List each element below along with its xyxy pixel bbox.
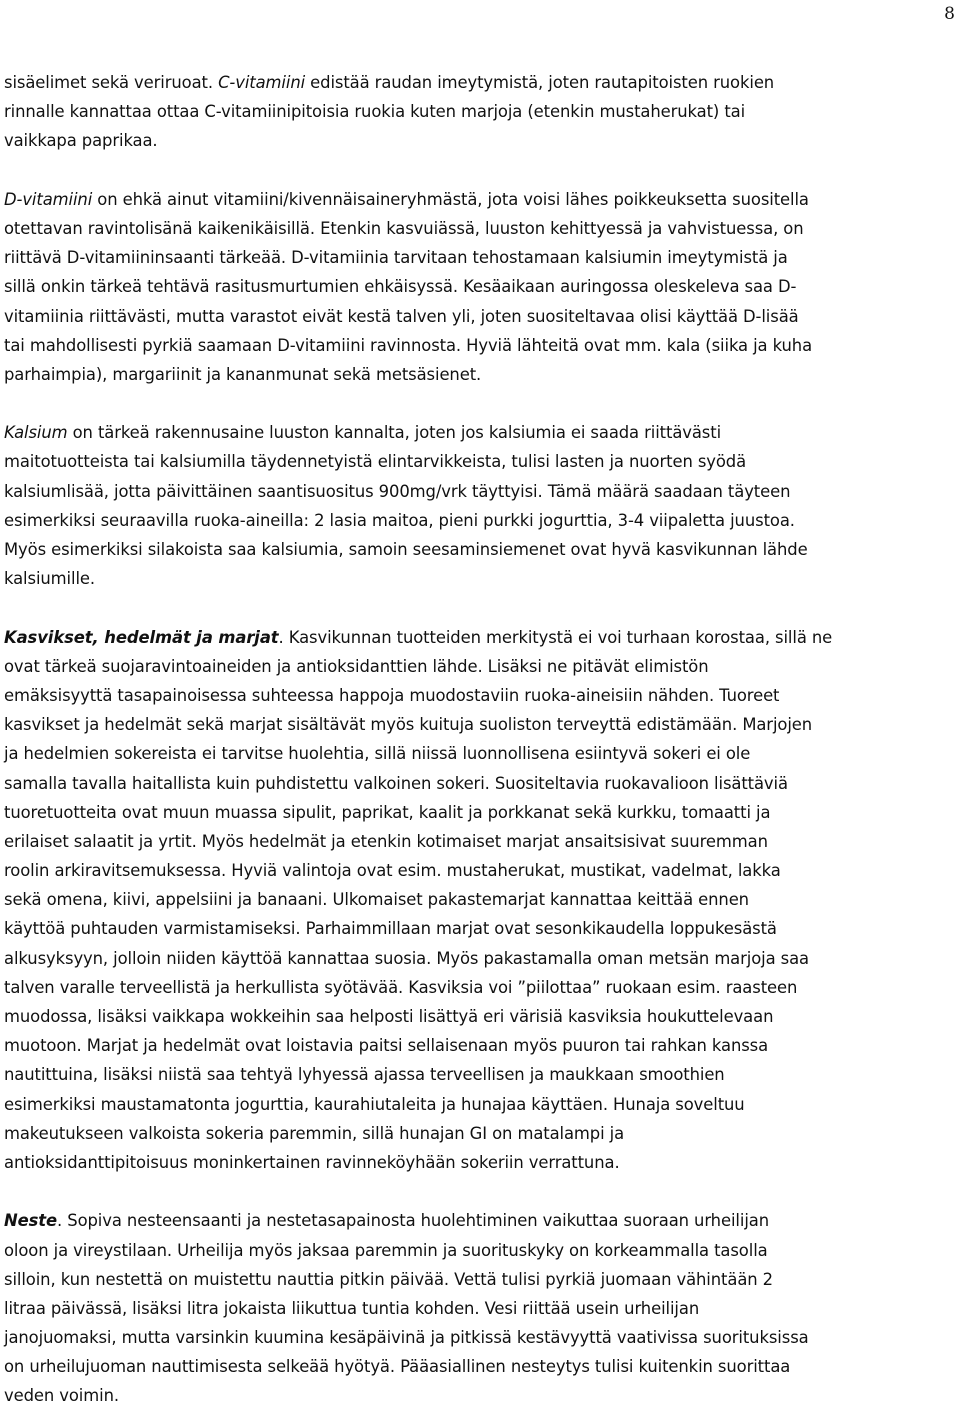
text-line: alkusyksyyn, jolloin niiden käyttöä kannattaa suosia. Myös pakastamalla oman metsän marjoja saa [4,948,809,968]
text-line: otettavan ravintolisänä kaikenikäisillä. Etenkin kasvuiässä, luuston kehittyessä ja vahvistuessa, on [4,218,804,238]
text-line: silloin, kun nestettä on muistettu nauttia pitkin päivää. Vettä tulisi pyrkiä juomaan vähintään 2 [4,1269,773,1289]
text-line: Kasvikset, hedelmät ja marjat. Kasvikunnan tuotteiden merkitystä ei voi turhaan korostaa, sillä ne [4,627,833,647]
text-line: antioksidanttipitoisuus moninkertainen ravinneköyhään sokeriin verrattuna. [4,1152,620,1172]
text-line: rinnalle kannattaa ottaa C-vitamiinipitoisia ruokia kuten marjoja (etenkin mustaherukat) tai [4,102,746,122]
text-line: parhaimpia), margariinit ja kananmunat sekä metsäsienet. [4,364,482,384]
text-line: vitamiinia riittävästi, mutta varastot eivät kestä talven yli, joten suositeltavaa olisi käyttää D-lisää [4,306,799,326]
text-line: kalsiumille. [4,569,96,589]
text-line: janojuomaksi, mutta varsinkin kuumina kesäpäivinä ja pitkissä kestävyyttä vaativissa suorituksissa [4,1328,809,1348]
text-line: kasvikset ja hedelmät sekä marjat sisältävät myös kuituja suoliston terveyttä edistämään. Marjojen [4,715,813,735]
text-line: sekä omena, kiivi, appelsiini ja banaani. Ulkomaiset pakastemarjat kannattaa keittää ennen [4,890,749,910]
text-line: ovat tärkeä suojaravintoaineiden ja antioksidanttien lähde. Lisäksi ne pitävät elimistön [4,656,709,676]
text-line: muotoon. Marjat ja hedelmät ovat loistavia paitsi sellaisenaan myös puuron tai rahkan kanssa [4,1036,769,1056]
text-line: muodossa, lisäksi vaikkapa wokkeihin saa helposti lisättyä eri värisiä kasviksia houkuttelevaan [4,1007,774,1026]
text-line: sillä onkin tärkeä tehtävä rasitusmurtumien ehkäisyssä. Kesäaikaan auringossa oleskeleva saa D- [4,277,797,297]
text-line: tuoretuotteita ovat muun muassa sipulit, paprikat, kaalit ja porkkanat sekä kurkku, tomaatti ja [4,802,771,822]
text-line: erilaiset salaatit ja yrtit. Myös hedelmät ja etenkin kotimaiset marjat ansaitsisivat suuremman [4,831,768,851]
page-number: 8 [944,4,955,24]
text-line: talven varalle terveellistä ja herkullista syötävää. Kasviksia voi ”piilottaa” ruokaan esim. raasteen [4,977,798,997]
text-line: samalla tavalla haitallista kuin puhdistettu valkoinen sokeri. Suositeltavia ruokavalioon lisättäviä [4,773,788,793]
text-line: Kalsium on tärkeä rakennusaine luuston kannalta, joten jos kalsiumia ei saada riittävästi [4,423,722,443]
text-line: käyttöä puhtauden varmistamiseksi. Parhaimmillaan marjat ovat sesonkikaudella loppukesästä [4,919,777,939]
text-line: D-vitamiini on ehkä ainut vitamiini/kivennäisaineryhmästä, jota voisi lähes poikkeuksetta suositella [4,189,809,209]
text-line: maitotuotteista tai kalsiumilla täydennetyistä elintarvikkeista, tulisi lasten ja nuorten syödä [4,452,747,472]
text-line: ja hedelmien sokereista ei tarvitse huolehtia, sillä niissä luonnollisena esiintyvä sokeri ei ole [4,744,751,764]
text-line: esimerkiksi maustamatonta jogurttia, kaurahiutaleita ja hunajaa käyttäen. Hunaja soveltuu [4,1094,745,1114]
paragraph-calcium [4,418,954,593]
term-c-vitamin: C-vitamiini [218,73,306,92]
document-body [4,68,954,1411]
text-line: roolin arkiravitsemuksessa. Hyviä valintoja ovat esim. mustaherukat, mustikat, vadelmat, lakka [4,861,781,881]
paragraph-fluids [4,1206,954,1410]
heading-vegetables-fruits-berries: Kasvikset, hedelmät ja marjat [4,627,279,647]
paragraph-vegetables-fruits-berries [4,623,954,1178]
text-line: Myös esimerkiksi silakoista saa kalsiumia, samoin seesaminsiemenet ovat hyvä kasvikunnan lähde [4,540,808,559]
text-line: kalsiumlisää, jotta päivittäinen saantisuositus 900mg/vrk täyttyisi. Tämä määrä saadaan täyteen [4,481,791,501]
term-calcium: Kalsium [4,423,68,443]
text-line: tai mahdollisesti pyrkiä saamaan D-vitamiini ravinnosta. Hyviä lähteitä ovat mm. kala (siika ja kuha [4,335,813,355]
paragraph-d-vitamin [4,185,954,389]
text-line: litraa päivässä, lisäksi litra jokaista liikuttua tuntia kohden. Vesi riittää usein urheilijan [4,1298,700,1318]
paragraph-c-vitamin-end [4,68,954,156]
text-line: makeutukseen valkoista sokeria paremmin, sillä hunajan GI on matalampi ja [4,1123,625,1143]
term-d-vitamin: D-vitamiini [4,189,93,209]
text-line: sisäelimet sekä veriruoat. C-vitamiini edistää raudan imeytymistä, joten rautapitoisten ruokien [4,73,775,92]
text-line: riittävä D-vitamiininsaanti tärkeää. D-vitamiinia tarvitaan tehostamaan kalsiumin imeytymistä ja [4,248,788,268]
text-line: Neste. Sopiva nesteensaanti ja nestetasapainosta huolehtiminen vaikuttaa suoraan urheilijan [4,1211,770,1231]
text-line: esimerkiksi seuraavilla ruoka-aineilla: 2 lasia maitoa, pieni purkki jogurttia, 3-4 viipaletta juustoa. [4,510,795,530]
text-line: oloon ja vireystilaan. Urheilija myös jaksaa paremmin ja suorituskyky on korkeammalla tasolla [4,1240,768,1260]
text-line: veden voimin. [4,1386,119,1406]
text-line: emäksisyyttä tasapainoisessa suhteessa happoja muodostaviin ruoka-aineisiin nähden. Tuoreet [4,685,780,705]
text-line: nautittuina, lisäksi niistä saa tehtyä lyhyessä ajassa terveellisen ja maukkaan smoothien [4,1065,725,1085]
text-line: vaikkapa paprikaa. [4,131,158,151]
heading-fluids: Neste [4,1211,58,1231]
text-line: on urheilujuoman nauttimisesta selkeää hyötyä. Pääasiallinen nesteytys tulisi kuitenkin suorittaa [4,1357,791,1377]
